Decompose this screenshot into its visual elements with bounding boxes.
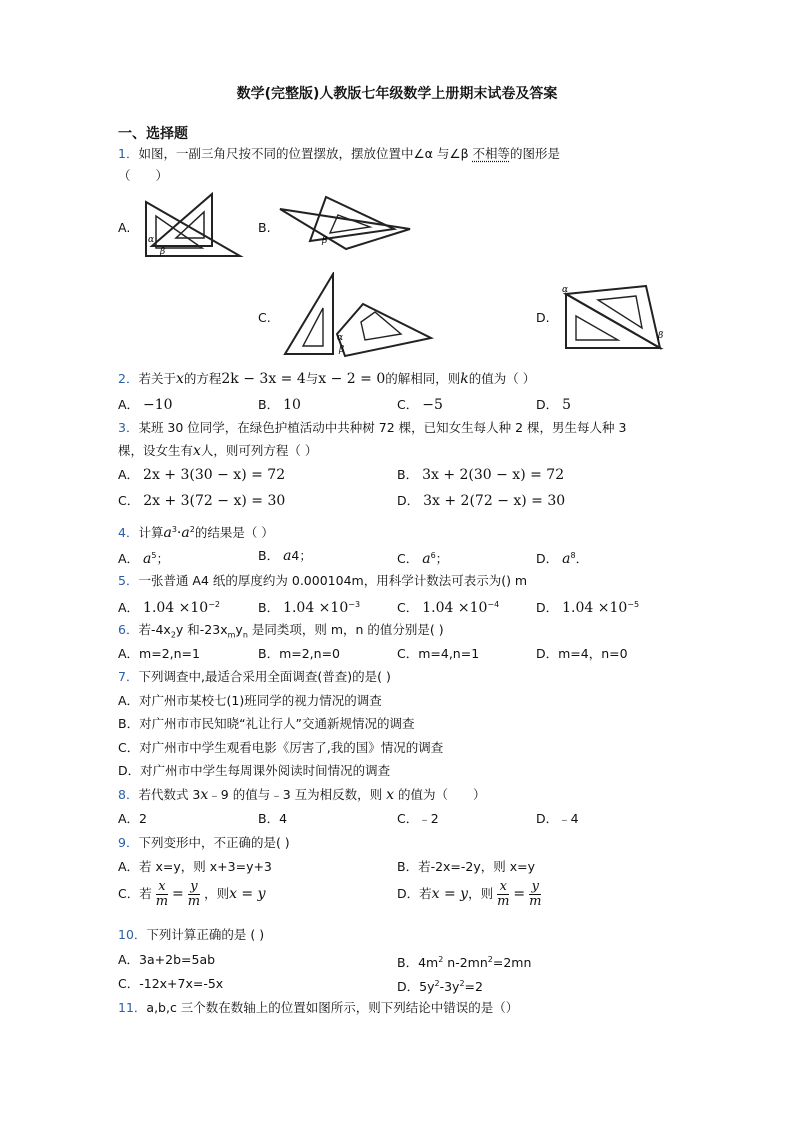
q4-option-a[interactable]: A． $a^5$； <box>118 551 170 568</box>
question-3-cont: 棵，设女生有x人，则可列方程（ ） <box>118 443 318 459</box>
q7-option-d[interactable]: D．对广州市中学生每周课外阅读时间情况的调查 <box>118 763 391 778</box>
question-7: 7．下列调查中,最适合采用全面调查(普查)的是( ) <box>118 669 391 684</box>
q2-option-c[interactable]: C． −5 <box>397 397 443 413</box>
emphasis-text: 不相等 <box>472 146 511 161</box>
q5-option-c[interactable]: C． $1.04 \times 10^{-4}$ <box>397 600 500 617</box>
svg-text:α: α <box>337 333 344 343</box>
q2-option-d[interactable]: D． 5 <box>536 397 572 413</box>
q8-option-d[interactable]: D．﹣4 <box>536 811 579 826</box>
q6-option-a[interactable]: A．m=2,n=1 <box>118 646 200 661</box>
q8-option-b[interactable]: B．4 <box>258 811 288 826</box>
q10-option-a[interactable]: A．3a+2b=5ab <box>118 952 216 967</box>
svg-text:α: α <box>562 285 569 295</box>
q9-option-a[interactable]: A．若 x=y，则 x+3=y+3 <box>118 859 272 874</box>
page-title: 数学(完整版)人教版七年级数学上册期末试卷及答案 <box>236 86 558 102</box>
q7-option-a[interactable]: A．对广州市某校七(1)班同学的视力情况的调查 <box>118 693 382 708</box>
figure-label-d: D. <box>536 310 550 325</box>
question-9: 9．下列变形中，不正确的是( ) <box>118 835 290 850</box>
q7-option-b[interactable]: B．对广州市市民知晓“礼让行人”交通新规情况的调查 <box>118 716 415 731</box>
q3-option-b[interactable]: B． 3x + 2(30 − x) = 72 <box>397 467 565 483</box>
svg-text:β: β <box>322 236 328 246</box>
q9-option-b[interactable]: B．若-2x=-2y，则 x=y <box>397 859 536 874</box>
question-4: 4．计算$a^3\cdot a^2$的结果是（ ） <box>118 525 274 542</box>
q5-option-a[interactable]: A． $1.04 \times 10^{-2}$ <box>118 600 221 617</box>
q10-option-c[interactable]: C．-12x+7x=-5x <box>118 976 224 991</box>
question-5: 5．一张普通 A4 纸的厚度约为 0.000104m，用科学计数法可表示为() m <box>118 573 528 588</box>
q4-option-d[interactable]: D． $a^8$． <box>536 551 589 568</box>
beta-label: β <box>160 247 166 257</box>
q9-option-d[interactable]: D．若x = y，则 $\frac{x}{m}$ = $\frac{y}{m}$ <box>397 879 542 909</box>
q10-option-d[interactable]: D．$5y^2-3y^2=2$ <box>397 979 483 995</box>
question-1-paren: （ ） <box>118 168 169 183</box>
q9-option-c[interactable]: C．若 $\frac{x}{m}$ = $\frac{y}{m}$ ，则x = y <box>118 879 266 909</box>
q2-option-b[interactable]: B． 10 <box>258 397 301 413</box>
q3-option-c[interactable]: C． 2x + 3(72 − x) = 30 <box>118 493 286 509</box>
triangle-figure-b <box>278 193 414 253</box>
figure-label-c: C. <box>258 310 271 325</box>
question-2: 2．若关于x的方程2k − 3x = 4与x − 2 = 0的解相同，则k的值为（ ） <box>118 371 536 387</box>
q3-option-d[interactable]: D． 3x + 2(72 − x) = 30 <box>397 493 566 509</box>
section-heading: 一、选择题 <box>118 126 188 142</box>
question-3: 3．某班 30 位同学，在绿色护植活动中共种树 72 棵，已知女生每人种 2 棵，男生每人种 3 <box>118 420 627 435</box>
alpha-label: α <box>148 235 155 245</box>
q4-option-b[interactable]: B． a4； <box>258 548 312 564</box>
q3-option-a[interactable]: A． 2x + 3(30 − x) = 72 <box>118 467 286 483</box>
q6-option-b[interactable]: B．m=2,n=0 <box>258 646 341 661</box>
q8-option-c[interactable]: C．﹣2 <box>397 811 439 826</box>
q2-option-a[interactable]: A． −10 <box>118 397 173 413</box>
question-6: 6．若$-4x_2y$ 和$-23x_my_n$ 是同类项，则 m，n 的值分别是( ) <box>118 622 444 640</box>
q6-option-d[interactable]: D．m=4，n=0 <box>536 646 628 661</box>
q7-option-c[interactable]: C．对广州市中学生观看电影《厉害了,我的国》情况的调查 <box>118 740 444 755</box>
svg-text:β: β <box>339 345 345 355</box>
q5-option-d[interactable]: D． $1.04 \times 10^{-5}$ <box>536 600 640 617</box>
svg-text:β: β <box>658 331 664 341</box>
question-10: 10．下列计算正确的是 ( ) <box>118 927 265 942</box>
question-8: 8．若代数式 3x﹣9 的值与﹣3 互为相反数，则 x 的值为（ ） <box>118 787 486 803</box>
q6-option-c[interactable]: C．m=4,n=1 <box>397 646 480 661</box>
question-11: 11．a,b,c 三个数在数轴上的位置如图所示，则下列结论中错误的是（） <box>118 1000 519 1015</box>
q8-option-a[interactable]: A．2 <box>118 811 148 826</box>
triangle-figure-c <box>283 272 435 358</box>
q4-option-c[interactable]: C． $a^6$； <box>397 551 449 568</box>
question-number: 1． <box>118 146 139 161</box>
figure-label-a: A. <box>118 220 131 235</box>
figure-label-b: B. <box>258 220 271 235</box>
q5-option-b[interactable]: B． $1.04 \times 10^{-3}$ <box>258 600 361 617</box>
question-1: 1．如图，一副三角尺按不同的位置摆放，摆放位置中∠α 与∠β 不相等的图形是 <box>118 146 561 161</box>
triangle-figure-d <box>558 282 672 354</box>
q10-option-b[interactable]: B．$4m^2$ $n-2mn^2=2mn$ <box>397 955 532 971</box>
triangle-figure-a <box>142 190 244 260</box>
